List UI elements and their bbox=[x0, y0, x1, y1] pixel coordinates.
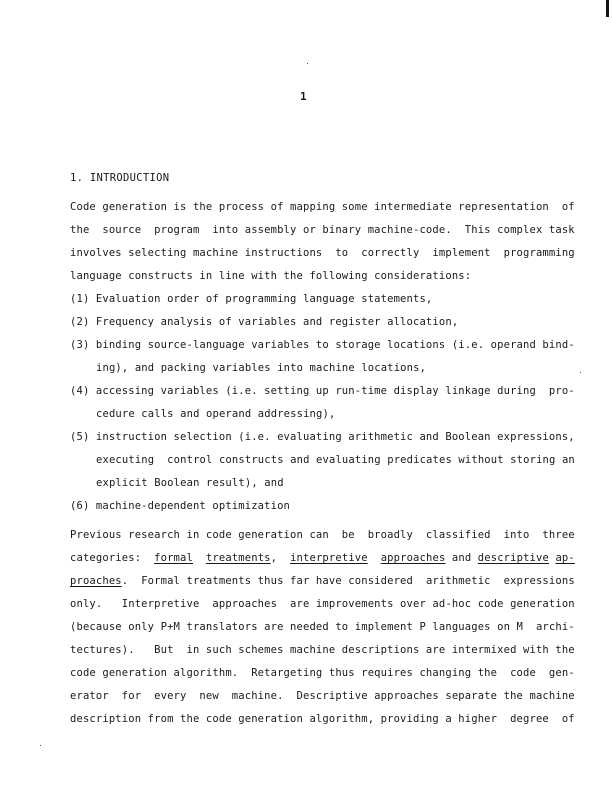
paragraph-line: erator for every new machine. Descriptive approaches separate the machine bbox=[70, 690, 575, 702]
paragraph-line: involves selecting machine instructions to correctly implement programming bbox=[70, 247, 575, 259]
underlined-term: interpretive bbox=[290, 552, 368, 564]
scan-speck bbox=[307, 63, 308, 64]
text-run bbox=[368, 552, 381, 564]
scan-edge-mark bbox=[606, 0, 609, 17]
underlined-term: treatments bbox=[205, 552, 271, 564]
scan-speck bbox=[580, 372, 581, 373]
list-item-continuation: ing), and packing variables into machine locations, bbox=[96, 362, 427, 374]
paragraph-line: code generation algorithm. Retargeting thus requires changing the code gen- bbox=[70, 667, 575, 679]
paragraph-line: (because only P+M translators are needed to implement P languages on M archi- bbox=[70, 621, 575, 633]
list-item-continuation: cedure calls and operand addressing), bbox=[96, 408, 336, 420]
list-item: (4) accessing variables (i.e. setting up run-time display linkage during pro- bbox=[70, 385, 575, 397]
paragraph-line bbox=[70, 552, 575, 564]
scan-speck bbox=[40, 745, 41, 746]
text-run: and bbox=[445, 552, 478, 564]
underlined-term: descriptive bbox=[477, 552, 549, 564]
underlined-term: proaches bbox=[70, 575, 122, 587]
text-run bbox=[193, 552, 206, 564]
underlined-term: approaches bbox=[380, 552, 446, 564]
page-number: 1 bbox=[300, 90, 307, 103]
list-item: (1) Evaluation order of programming language statements, bbox=[70, 293, 433, 305]
paragraph-line: Code generation is the process of mapping some intermediate representation of bbox=[70, 201, 575, 213]
text-run: , bbox=[270, 552, 291, 564]
list-item: (5) instruction selection (i.e. evaluating arithmetic and Boolean expressions, bbox=[70, 431, 575, 443]
paragraph-line: only. Interpretive approaches are improvements over ad-hoc code generation bbox=[70, 598, 575, 610]
paragraph-line bbox=[70, 575, 575, 587]
underlined-term: formal bbox=[154, 552, 193, 564]
text-run: . Formal treatments thus far have considered arithmetic expressions bbox=[121, 575, 575, 587]
paragraph-line: Previous research in code generation can be broadly classified into three bbox=[70, 529, 575, 541]
paragraph-line: tectures). But in such schemes machine descriptions are intermixed with the bbox=[70, 644, 575, 656]
list-item-continuation: explicit Boolean result), and bbox=[96, 477, 284, 489]
list-item-continuation: executing control constructs and evaluating predicates without storing an bbox=[96, 454, 575, 466]
paragraph-line: language constructs in line with the following considerations: bbox=[70, 270, 472, 282]
section-heading: 1. INTRODUCTION bbox=[70, 172, 170, 184]
list-item: (3) binding source-language variables to storage locations (i.e. operand bind- bbox=[70, 339, 575, 351]
text-run: categories: bbox=[70, 552, 155, 564]
list-item: (6) machine-dependent optimization bbox=[70, 500, 291, 512]
paragraph-line: description from the code generation algorithm, providing a higher degree of bbox=[70, 713, 575, 725]
paragraph-line: the source program into assembly or binary machine-code. This complex task bbox=[70, 224, 575, 236]
underlined-term: ap- bbox=[555, 552, 575, 564]
list-item: (2) Frequency analysis of variables and register allocation, bbox=[70, 316, 459, 328]
